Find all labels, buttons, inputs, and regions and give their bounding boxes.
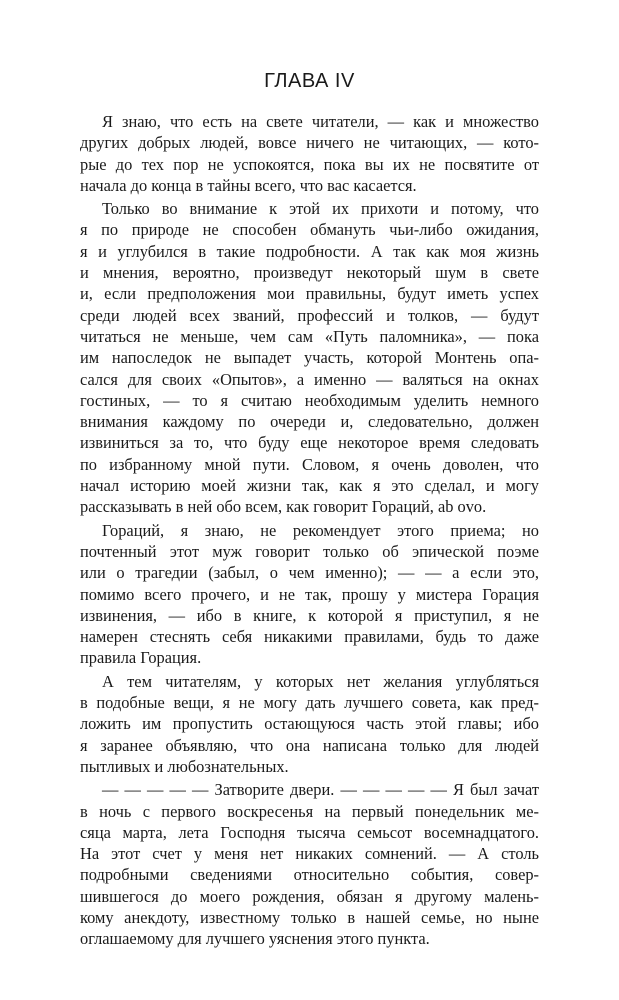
text-line: гостиных, — то я считаю необходимым уделить немного [80,390,539,410]
text-line: пытливых и любознательных. [80,756,289,776]
text-line: внимания каждому по очереди и, следовательно, должен [80,412,539,432]
text-line: других добрых людей, вовсе ничего не читающих, — кото- [80,133,539,153]
text-line: Я знаю, что есть на свете читатели, — как и множество [102,112,539,131]
text-line: читаться не меньше, чем сам «Путь паломника», — пока [80,326,539,346]
text-line: среди людей всех званий, профессий и толков, — будут [80,305,539,325]
text-line: я по природе не способен обмануть чьи-либо ожидания, [80,220,539,240]
text-line: извинения, — ибо в книге, к которой я приступил, я не [80,605,539,625]
text-line: На этот счет у меня нет никаких сомнений. — А столь [80,844,539,864]
text-line: намерен стеснять себя никакими правилами, будь то даже [80,627,539,647]
text-line: сяца марта, лета Господня тысяча семьсот восемнадцатого. [80,822,539,842]
chapter-title: ГЛАВА IV [264,70,355,92]
paragraph-4 [80,671,539,777]
text-line: оглашаемому для лучшего уяснения этого пункта. [80,929,430,949]
paragraph-1 [80,111,539,196]
text-line: кому анекдоту, известному только в нашей семье, но ныне [80,907,539,927]
text-line: правила Горация. [80,648,202,668]
text-line: и, если предположения мои правильны, будут иметь успех [80,284,539,304]
text-line: Гораций, я знаю, не рекомендует этого приема; но [102,520,539,540]
text-line: и мнения, вероятно, произведут некоторый шум в свете [80,263,539,283]
text-line: Только во внимание к этой их прихоти и потому, что [102,199,539,219]
text-line: им напоследок не выпадет участь, которой Монтень опа- [80,348,539,368]
paragraph-2 [80,198,539,517]
text-line: или о трагедии (забыл, о чем именно); — — а если это, [80,563,539,583]
text-line: помимо всего прочего, и не так, прошу у мистера Горация [80,584,539,604]
text-line: извиниться за то, что буду еще некоторое время следовать [80,433,539,453]
text-line: рые до тех пор не успокоятся, пока вы их не посвятите от [80,154,539,174]
text-line: я и углубился в такие подробности. А так как моя жизнь [80,241,539,261]
text-line: — — — — — Затворите двери. — — — — — Я был зачат [102,780,539,800]
text-line: по избранному мной пути. Словом, я очень доволен, что [80,454,539,474]
text-line: шившегося до моего рождения, обязан я другому малень- [80,886,539,906]
text-line: почтенный этот муж говорит только об эпической поэме [80,541,539,561]
text-line: начала до конца в тайны всего, что вас касается. [80,175,417,195]
book-page [80,70,539,952]
paragraph-3 [80,520,539,669]
text-line: ложить им пропустить остающуюся часть этой главы; ибо [80,714,539,734]
text-line: рассказывать в ней обо всем, как говорит Гораций, ab ovo. [80,497,487,517]
text-line: в ночь с первого воскресенья на первый понедельник ме- [80,801,539,821]
text-line: начал историю моей жизни так, как я это сделал, и могу [80,476,539,496]
text-line: в подобные вещи, я не могу дать лучшего совета, как пред- [80,693,539,713]
text-line: подробными сведениями относительно события, совер- [80,865,539,885]
text-line: сался для своих «Опытов», а именно — валяться на окнах [80,369,539,389]
text-line: я заранее объявляю, что она написана только для людей [80,735,539,755]
text-line: А тем читателям, у которых нет желания углубляться [102,671,539,691]
paragraph-5 [80,779,539,949]
